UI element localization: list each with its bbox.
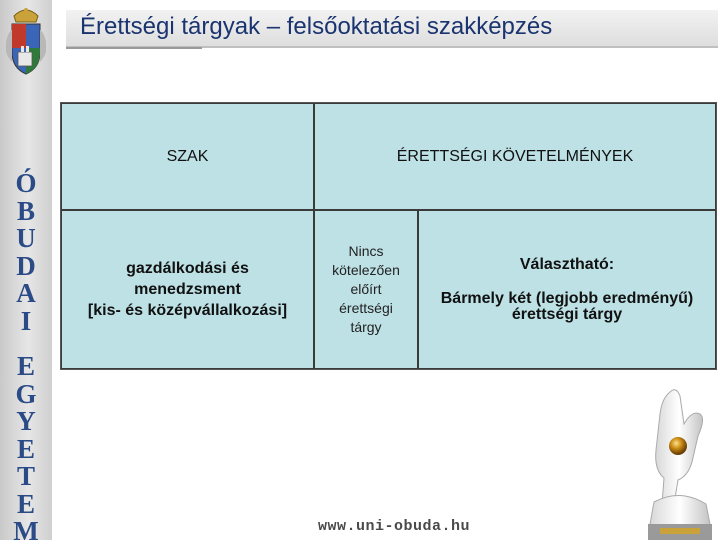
none-line: érettségi: [339, 300, 393, 316]
header-requirements: [314, 103, 716, 210]
none-line: Nincs: [348, 243, 384, 259]
name-letter: Y: [16, 406, 36, 436]
name-letter: Ó: [15, 168, 37, 198]
electable-subjects-cell: [418, 210, 716, 369]
electable-line: Bármely két (legjobb eredményű): [440, 289, 694, 307]
none-line: előírt: [350, 281, 382, 297]
name-letter: G: [15, 378, 37, 409]
szak-line: [kis- és középvállalkozási]: [87, 302, 288, 319]
name-letter: U: [16, 223, 36, 253]
slide-title: Érettségi tárgyak – felsőoktatási szakképzés: [80, 13, 553, 40]
name-letter: E: [16, 351, 35, 381]
title-underline: [66, 47, 202, 49]
electable-line: érettségi tárgy: [511, 305, 623, 323]
szak-cell: [61, 210, 314, 369]
name-letter: A: [16, 278, 36, 308]
sidebar: [0, 0, 52, 546]
szak-line: menedzsment: [134, 281, 241, 298]
name-letter: M: [13, 516, 39, 546]
name-letter: T: [16, 461, 35, 491]
name-letter: E: [16, 433, 35, 464]
header-szak: [61, 103, 314, 210]
title-bar: [66, 10, 718, 48]
requirements-table: [60, 102, 717, 370]
trophy-hand-icon: [640, 384, 720, 540]
szak-line: gazdálkodási és: [126, 260, 249, 277]
header-requirements-label: ÉRETTSÉGI KÖVETELMÉNYEK: [396, 147, 634, 165]
none-line: kötelezően: [332, 262, 400, 278]
name-letter: B: [16, 195, 35, 226]
website-url: www.uni-obuda.hu: [318, 518, 471, 535]
name-letter: E: [16, 488, 35, 519]
name-letter: I: [20, 305, 32, 336]
name-letter: D: [16, 250, 36, 281]
header-szak-label: SZAK: [166, 147, 209, 165]
none-line: tárgy: [350, 319, 382, 335]
electable-title: Választható:: [519, 255, 615, 273]
university-name-vertical: [0, 170, 52, 546]
coat-of-arms-icon: [4, 2, 48, 88]
no-required-subject-cell: [314, 210, 418, 369]
